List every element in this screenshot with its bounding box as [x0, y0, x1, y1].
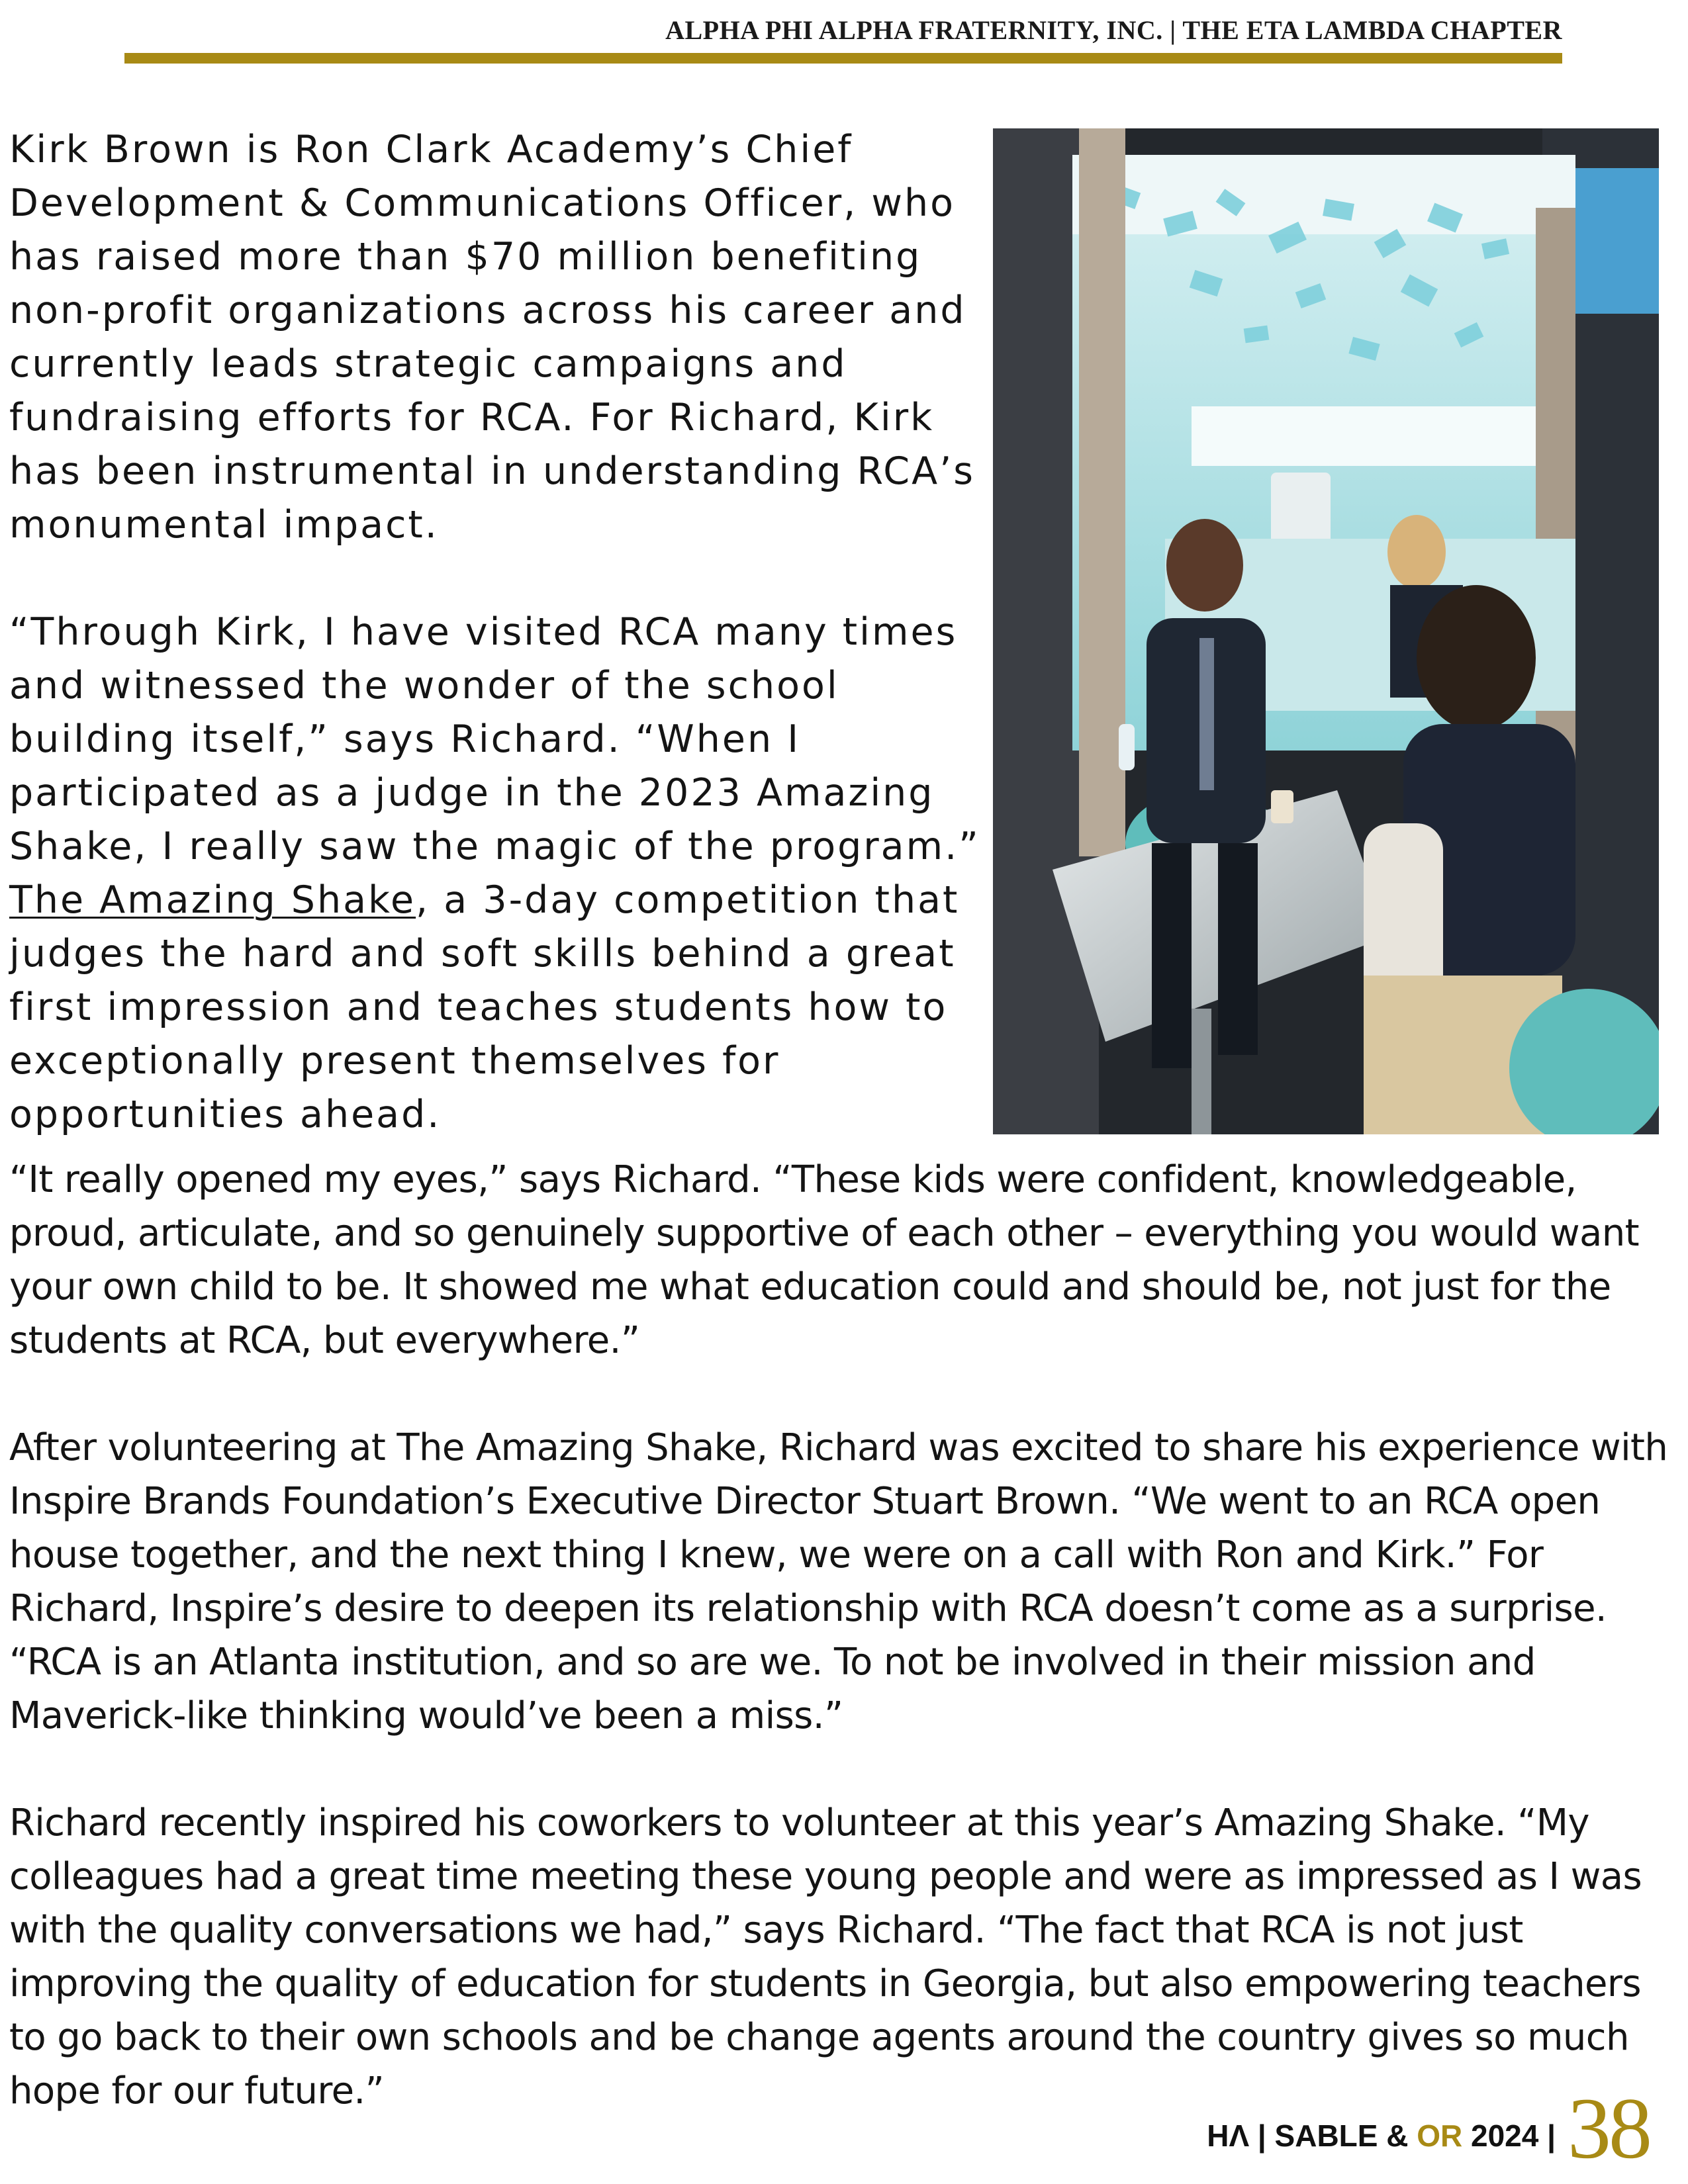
paragraph-gap [9, 1367, 1681, 1421]
article-full-width [9, 1153, 1681, 2118]
paragraph-opened-eyes: “It really opened my eyes,” says Richard. “These kids were confident, knowledgeable, proud, articulate, and so genuinely supportive of each other – everything you would want your own child to be. It showed me what education could and should be, not just for the students at RCA, but everywhere.” [9, 1158, 1640, 1362]
amazing-shake-link[interactable]: The Amazing Shake [9, 878, 416, 922]
photo-restaurant-interview [993, 128, 1659, 1134]
paragraph-after-volunteering: After volunteering at The Amazing Shake, Richard was excited to share his experience with Inspire Brands Foundation’s Executive Director Stuart Brown. “We went to an RCA open house together, and the next thing I knew, we were on a call with Ron and Kirk.” For Richard, Inspire’s desire to deepen its relationship with RCA doesn’t come as a surprise. “RCA is an Atlanta institution, and so are we. To not be involved in their mission and Maverick-like thinking would’ve been a miss.” [9, 1426, 1668, 1737]
page-number: 38 [1568, 2079, 1650, 2177]
footer-label [1207, 2118, 1556, 2172]
footer-prefix: HΛ | SABLE & [1207, 2118, 1417, 2153]
paragraph-kirk-brown: Kirk Brown is Ron Clark Academy’s Chief Development & Communications Officer, who has raised more than $70 million benefiting non-profit organizations across his career and currently leads strategic campaigns and fundraising efforts for RCA. For Richard, Kirk has been instrumental in understanding RCA’s monumental impact. [9, 128, 975, 547]
article-column [9, 123, 982, 1142]
paragraph-gap [9, 1743, 1681, 1796]
paragraph-through-kirk-tail: , a 3-day competition that judges the hard and soft skills behind a great first impression and teaches students how to exceptionally present themselves for opportunities ahead. [9, 878, 960, 1136]
paragraph-through-kirk [9, 606, 982, 1142]
footer-suffix: 2024 | [1462, 2118, 1556, 2153]
paragraph-through-kirk-text: “Through Kirk, I have visited RCA many times and witnessed the wonder of the school building itself,” says Richard. “When I participated as a judge in the 2023 Amazing Shake, I really saw the magic of the program.” [9, 610, 980, 868]
footer-or: OR [1417, 2118, 1463, 2153]
paragraph-gap [9, 552, 982, 606]
page-footer [1207, 2079, 1650, 2177]
header-rule [124, 53, 1562, 64]
paragraph-coworkers: Richard recently inspired his coworkers to volunteer at this year’s Amazing Shake. “My colleagues had a great time meeting these young people and were as impressed as I was with the quality conversations we had,” says Richard. “The fact that RCA is not just improving the quality of education for students in Georgia, but also empowering teachers to go back to their own schools and be change agents around the country gives so much hope for our future.” [9, 1801, 1642, 2113]
running-header: ALPHA PHI ALPHA FRATERNITY, INC. | THE ETA LAMBDA CHAPTER [665, 15, 1562, 45]
